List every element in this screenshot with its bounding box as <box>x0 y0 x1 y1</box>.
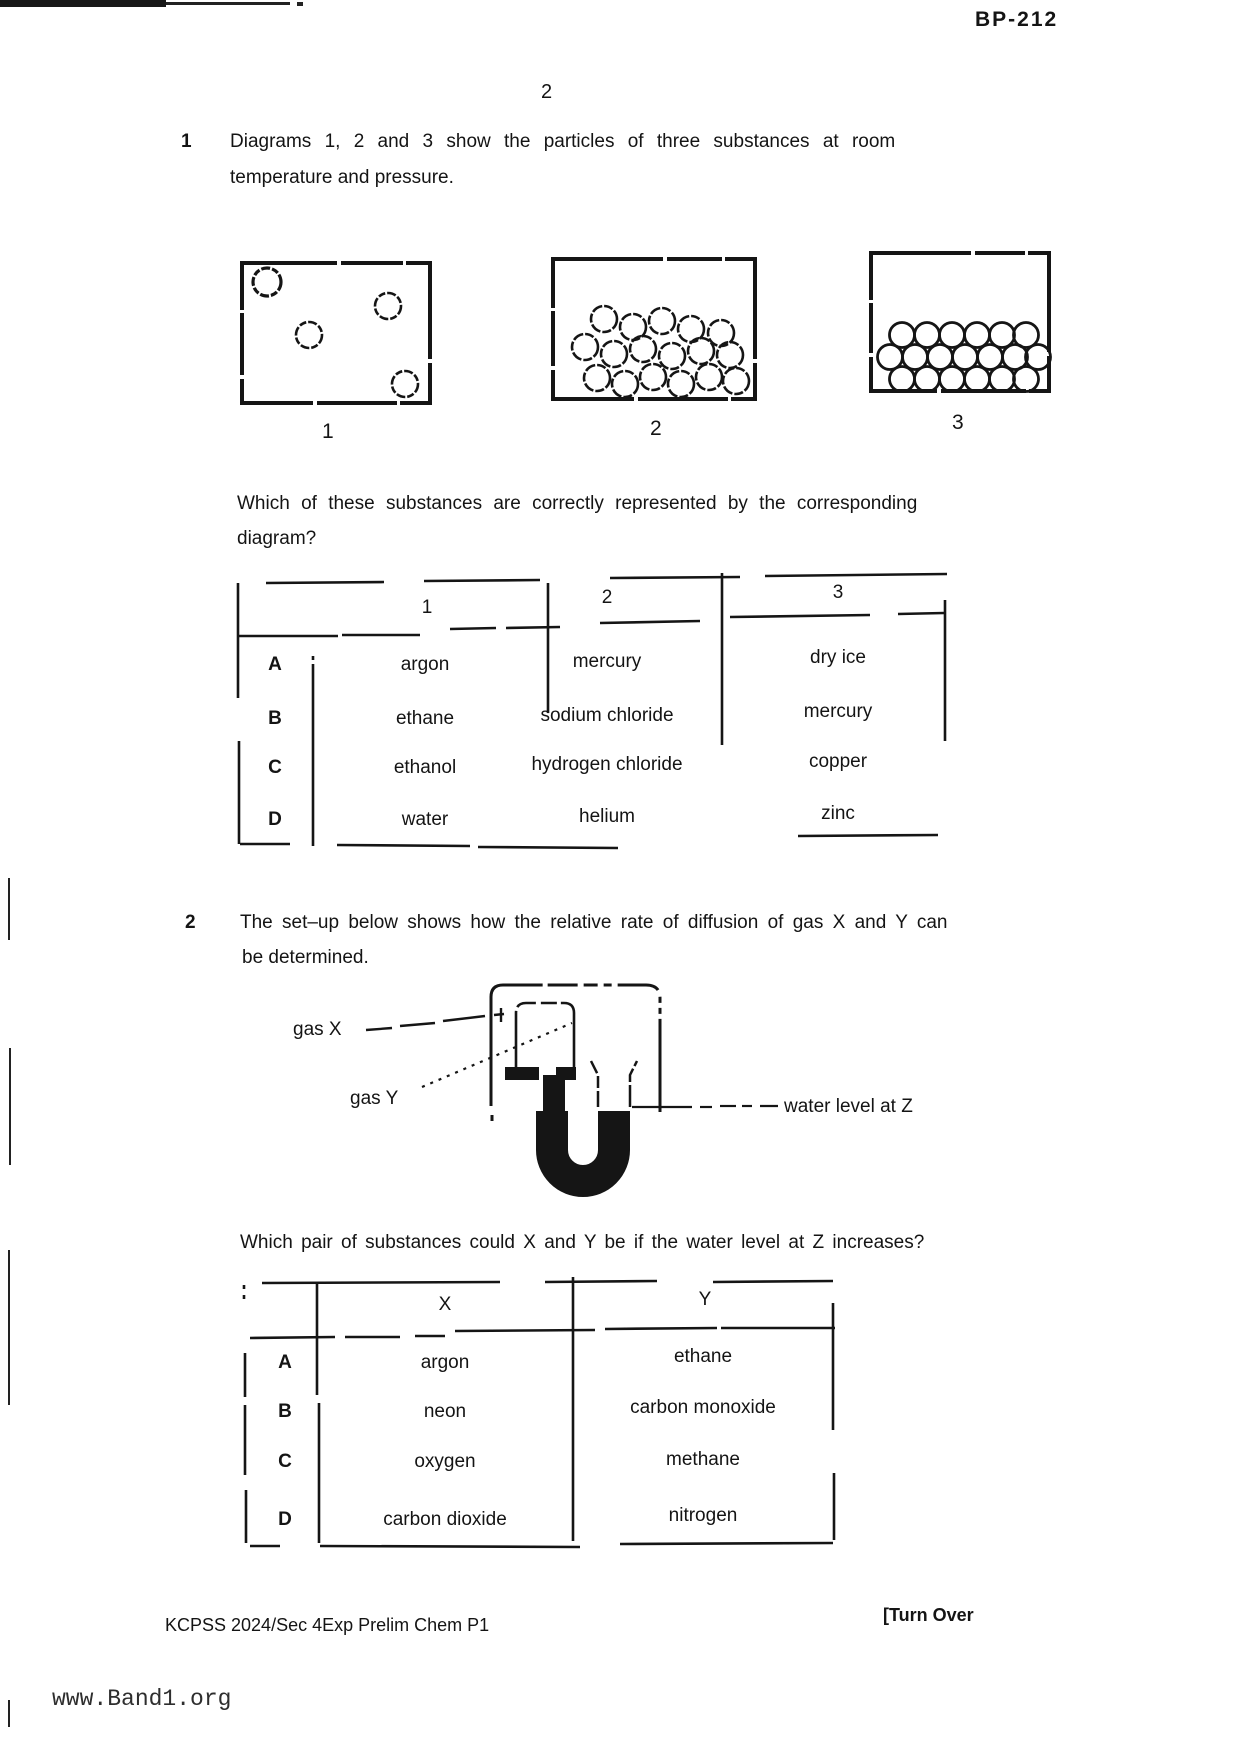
water-level-label: water level at Z <box>784 1096 913 1117</box>
q2-text-line1: The set–up below shows how the relative rate of diffusion of gas X and Y can <box>240 912 948 933</box>
q2-text-line2: be determined. <box>242 947 369 968</box>
q2-number: 2 <box>185 912 196 933</box>
scan-artifact-top-line <box>166 2 290 5</box>
q2-cell-c-x: oxygen <box>414 1451 476 1472</box>
particle-diagram-solid <box>869 251 1051 393</box>
q1-row-c-option: C <box>268 757 282 778</box>
footer-paper-code: KCPSS 2024/Sec 4Exp Prelim Chem P1 <box>165 1615 490 1635</box>
q2-row-c-option: C <box>278 1451 292 1472</box>
q1-row-d-option: D <box>268 809 282 830</box>
q1-cell-c-3: copper <box>808 751 868 772</box>
q1-table-header-1: 1 <box>421 597 433 618</box>
q1-table <box>238 573 950 853</box>
q1-table-header-3: 3 <box>832 582 844 603</box>
q2-table-header-x: X <box>438 1294 452 1315</box>
q1-cell-c-2: hydrogen chloride <box>531 754 683 775</box>
q1-cell-a-1: argon <box>400 654 450 675</box>
particle-diagram-liquid <box>551 257 757 402</box>
q2-prompt: Which pair of substances could X and Y be if the water level at Z increases? <box>240 1232 925 1253</box>
q2-table <box>240 1275 840 1555</box>
bp-code: BP-212 <box>975 8 1059 31</box>
q2-cell-d-y: nitrogen <box>668 1505 738 1526</box>
scan-artifact-top-bar <box>0 0 166 7</box>
footer-turn-over: [Turn Over <box>883 1605 974 1625</box>
q1-cell-d-1: water <box>401 809 449 830</box>
q1-row-b-option: B <box>268 708 282 729</box>
q1-cell-a-2: mercury <box>572 651 642 672</box>
q1-text-line2: temperature and pressure. <box>230 167 454 188</box>
q1-cell-d-3: zinc <box>821 803 855 824</box>
q2-cell-a-y: ethane <box>673 1346 733 1367</box>
q1-cell-b-2: sodium chloride <box>540 705 674 726</box>
q1-table-header-2: 2 <box>601 587 613 608</box>
q1-cell-a-3: dry ice <box>810 647 866 668</box>
q1-cell-c-1: ethanol <box>393 757 457 778</box>
q1-cell-b-1: ethane <box>395 708 455 729</box>
q1-row-a-option: A <box>268 654 282 675</box>
scan-artifact-top-dot <box>297 2 303 6</box>
page-number: 2 <box>541 81 553 103</box>
diagram-2-label: 2 <box>650 417 662 440</box>
q1-cell-b-3: mercury <box>803 701 873 722</box>
q1-prompt-line2: diagram? <box>237 528 317 549</box>
q2-cell-b-x: neon <box>423 1401 467 1422</box>
q2-row-d-option: D <box>278 1509 292 1530</box>
q1-cell-d-2: helium <box>579 806 635 827</box>
scan-artifact-left-line-1 <box>8 878 10 940</box>
q2-cell-d-x: carbon dioxide <box>383 1509 507 1530</box>
q2-cell-a-x: argon <box>420 1352 470 1373</box>
q1-text-line1: Diagrams 1, 2 and 3 show the particles of three substances at room <box>230 131 896 152</box>
q2-row-b-option: B <box>278 1401 292 1422</box>
q2-cell-b-y: carbon monoxide <box>630 1397 776 1418</box>
q2-cell-c-y: methane <box>666 1449 740 1470</box>
diagram-1-label: 1 <box>322 420 334 443</box>
q2-row-a-option: A <box>278 1352 292 1373</box>
scan-artifact-left-line-4 <box>8 1700 10 1727</box>
diagram-3-label: 3 <box>952 411 964 434</box>
q2-table-header-y: Y <box>698 1289 712 1310</box>
scan-artifact-left-line-2 <box>9 1048 11 1165</box>
q1-number: 1 <box>181 131 192 152</box>
particle-diagram-gas <box>240 261 432 406</box>
scan-artifact-left-line-3 <box>8 1250 10 1405</box>
gas-y-label: gas Y <box>350 1088 399 1109</box>
footer-watermark: www.Band1.org <box>52 1686 232 1712</box>
gas-x-label: gas X <box>293 1019 342 1040</box>
q1-prompt-line1: Which of these substances are correctly represented by the corresponding <box>237 493 918 514</box>
